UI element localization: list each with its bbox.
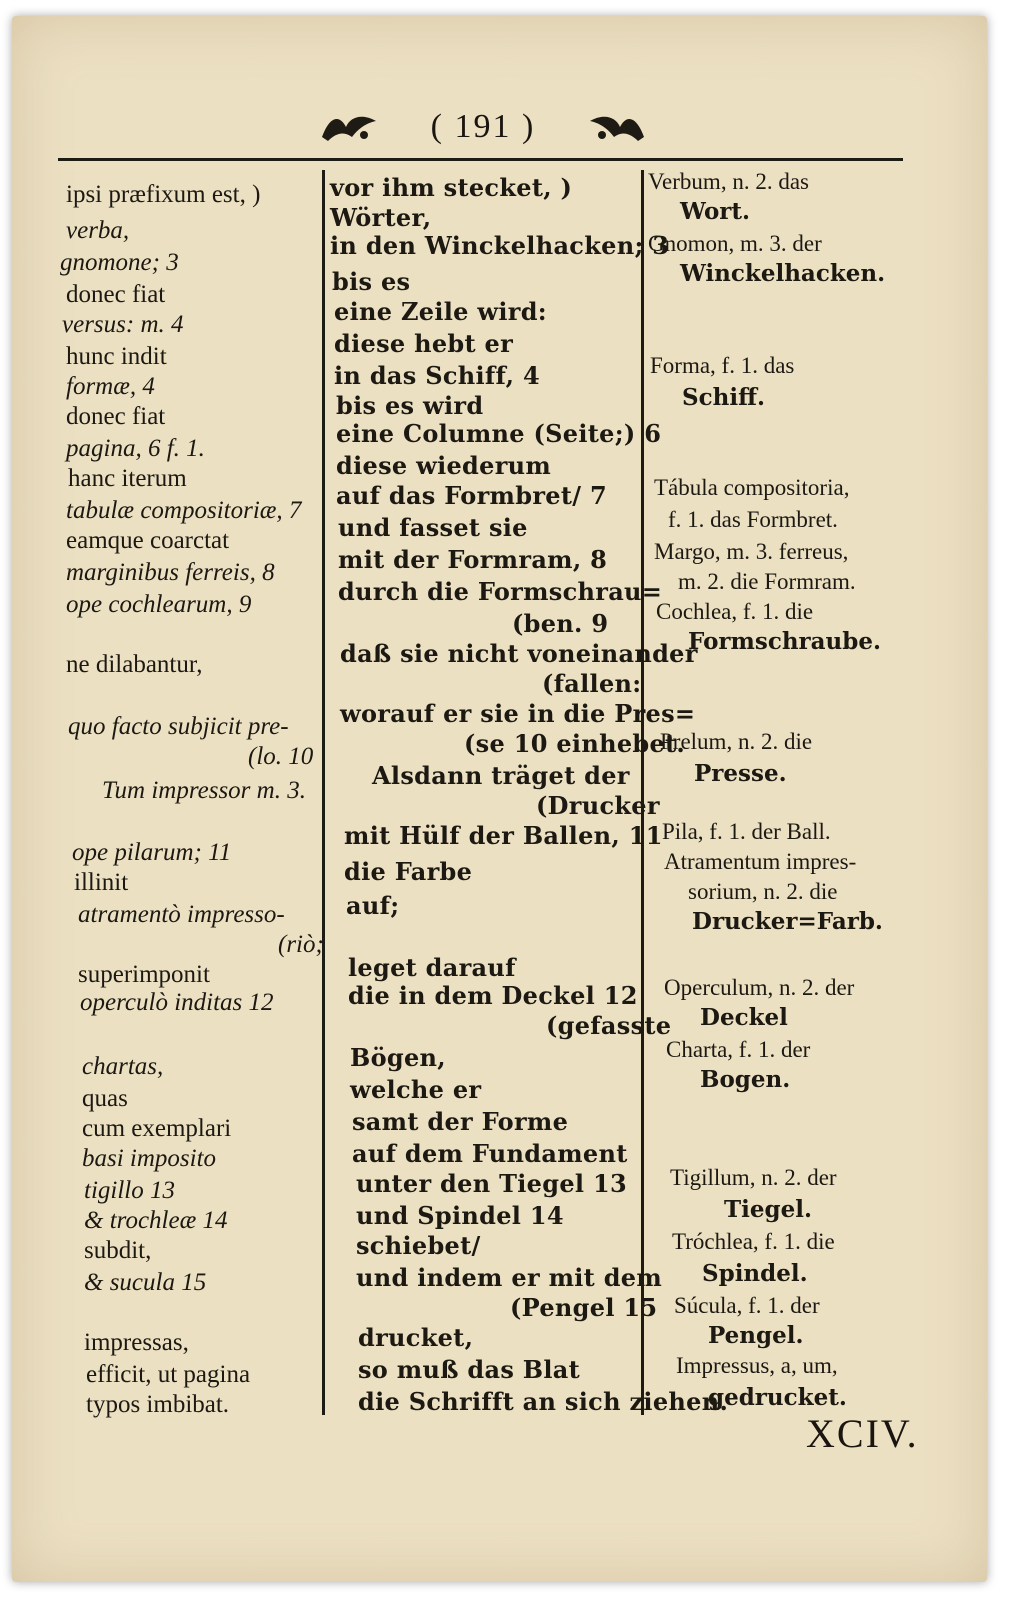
german-line: diese hebt er: [334, 329, 514, 358]
vocab-line: Súcula, f. 1. der: [674, 1293, 820, 1318]
latin-line: gnomone; 3: [60, 249, 179, 276]
latin-line: operculò inditas 12: [80, 989, 274, 1016]
left-ornament-icon: [318, 107, 382, 147]
latin-line: impressas,: [84, 1329, 189, 1356]
german-line: auf das Formbret/ 7: [336, 481, 607, 510]
german-line: drucket,: [358, 1323, 474, 1352]
german-line: worauf er sie in die Pres=: [340, 699, 696, 728]
latin-line: marginibus ferreis, 8: [66, 559, 275, 586]
german-line: in das Schiff, 4: [334, 361, 540, 390]
latin-line: ne dilabantur,: [66, 651, 203, 678]
german-line: die Farbe: [344, 857, 473, 886]
vocab-line: Drucker=Farb.: [692, 908, 883, 935]
vocab-line: Prelum, n. 2. die: [660, 729, 813, 754]
german-line: bis es: [332, 267, 411, 296]
latin-line: tigillo 13: [84, 1177, 175, 1204]
latin-line: verba,: [66, 217, 130, 244]
german-line: auf dem Fundament: [352, 1139, 628, 1168]
german-line: bis es wird: [336, 391, 484, 420]
german-line: so muß das Blat: [358, 1355, 581, 1384]
german-line: die in dem Deckel 12: [348, 981, 638, 1010]
vocab-line: Atramentum impres-: [664, 849, 857, 874]
latin-line: & trochleæ 14: [84, 1207, 228, 1234]
german-line: (fallen:: [542, 669, 642, 698]
vocab-line: Charta, f. 1. der: [666, 1037, 811, 1062]
vocab-line: f. 1. das Formbret.: [668, 507, 838, 532]
latin-line: & sucula 15: [84, 1269, 207, 1296]
latin-line: cum exemplari: [82, 1115, 232, 1142]
vocab-line: Operculum, n. 2. der: [664, 975, 855, 1000]
latin-line: donec fiat: [66, 281, 166, 308]
latin-line: eamque coarctat: [66, 527, 230, 554]
german-line: die Schrifft an sich ziehen.: [358, 1387, 729, 1416]
german-line: leget darauf: [348, 953, 516, 982]
column-divider-left: [322, 170, 325, 1415]
latin-line: (lo. 10: [248, 743, 314, 770]
vocab-line: Deckel: [700, 1004, 788, 1031]
latin-line: quo facto subjicit pre-: [68, 713, 289, 740]
latin-line: Tum impressor m. 3.: [102, 777, 306, 804]
vocab-line: Tiegel.: [724, 1196, 812, 1223]
latin-line: versus: m. 4: [62, 311, 184, 338]
latin-line: donec fiat: [66, 403, 166, 430]
vocab-line: Formschraube.: [688, 628, 882, 655]
latin-line: efficit, ut pagina: [86, 1361, 251, 1388]
german-line: auf;: [346, 891, 400, 920]
latin-line: quas: [82, 1085, 128, 1112]
german-line: unter den Tiegel 13: [356, 1169, 627, 1198]
latin-line: tabulæ compositoriæ, 7: [66, 497, 302, 524]
latin-line: ope cochlearum, 9: [66, 591, 252, 618]
page-header: [318, 102, 648, 152]
latin-line: chartas,: [82, 1053, 164, 1080]
german-line: eine Zeile wird:: [334, 297, 547, 326]
latin-line: typos imbibat.: [86, 1391, 230, 1418]
german-line: (Drucker: [536, 791, 660, 820]
latin-line: atramentò impresso-: [78, 901, 285, 928]
german-line: und indem er mit dem: [356, 1263, 663, 1292]
german-line: eine Columne (Seite;) 6: [336, 419, 662, 448]
right-ornament-icon: [584, 107, 648, 147]
german-line: und fasset sie: [338, 513, 528, 542]
vocab-line: Spindel.: [702, 1260, 808, 1287]
page-number: ( 191 ): [430, 108, 536, 145]
german-line: mit Hülf der Ballen, 11: [344, 821, 663, 850]
german-line: diese wiederum: [336, 451, 552, 480]
latin-line: hunc indit: [66, 343, 167, 370]
german-line: (gefasste: [546, 1011, 672, 1040]
vocab-line: Tróchlea, f. 1. die: [672, 1229, 835, 1254]
vocab-line: gedrucket.: [708, 1384, 847, 1411]
latin-line: pagina, 6 f. 1.: [66, 435, 205, 462]
vocab-line: Bogen.: [700, 1066, 791, 1093]
german-line: durch die Formschrau=: [338, 577, 663, 606]
german-line: daß sie nicht voneinander: [340, 639, 698, 668]
latin-line: ope pilarum; 11: [72, 839, 232, 866]
vocab-line: Wort.: [680, 198, 751, 225]
vocab-line: Margo, m. 3. ferreus,: [654, 539, 849, 564]
german-line: mit der Formram, 8: [338, 545, 608, 574]
vocab-line: Tigillum, n. 2. der: [670, 1165, 837, 1190]
vocab-line: Impressus, a, um,: [676, 1353, 838, 1378]
vocab-line: Forma, f. 1. das: [650, 353, 795, 378]
vocab-line: Pila, f. 1. der Ball.: [662, 819, 831, 844]
german-line: welche er: [350, 1075, 482, 1104]
vocab-line: Winckelhacken.: [680, 260, 886, 287]
vocab-line: Gnomon, m. 3. der: [648, 231, 822, 256]
german-line: Wörter,: [330, 203, 432, 232]
vocab-line: Tábula compositoria,: [654, 475, 850, 500]
german-line: (Pengel 15: [510, 1293, 658, 1322]
latin-line: basi imposito: [82, 1145, 217, 1172]
german-line: Alsdann träget der: [372, 761, 630, 790]
german-line: Bögen,: [350, 1043, 446, 1072]
latin-line: formæ, 4: [66, 373, 155, 400]
vocab-line: m. 2. die Formram.: [678, 569, 856, 594]
latin-line: ipsi præfixum est, ): [66, 181, 261, 208]
german-line: in den Winckelhacken; 3: [330, 231, 670, 260]
vocab-line: Cochlea, f. 1. die: [656, 599, 814, 624]
vocab-line: Verbum, n. 2. das: [648, 169, 809, 194]
vocab-line: Pengel.: [708, 1322, 804, 1349]
german-line: (ben. 9: [512, 609, 609, 638]
latin-line: superimponit: [78, 961, 210, 988]
signature-mark: XCIV.: [806, 1411, 919, 1456]
vocab-line: Presse.: [694, 760, 787, 787]
latin-line: illinit: [74, 869, 129, 896]
vocab-line: sorium, n. 2. die: [688, 879, 838, 904]
header-rule: [58, 158, 903, 161]
latin-line: subdit,: [84, 1237, 152, 1264]
latin-line: (riò;: [278, 931, 324, 958]
german-line: vor ihm stecket, ): [330, 173, 573, 202]
german-line: und Spindel 14: [356, 1201, 564, 1230]
vocab-line: Schiff.: [682, 384, 765, 411]
latin-line: hanc iterum: [68, 465, 187, 492]
german-line: samt der Forme: [352, 1107, 569, 1136]
german-line: (se 10 einhebet.: [464, 729, 686, 758]
german-line: schiebet/: [356, 1231, 481, 1260]
